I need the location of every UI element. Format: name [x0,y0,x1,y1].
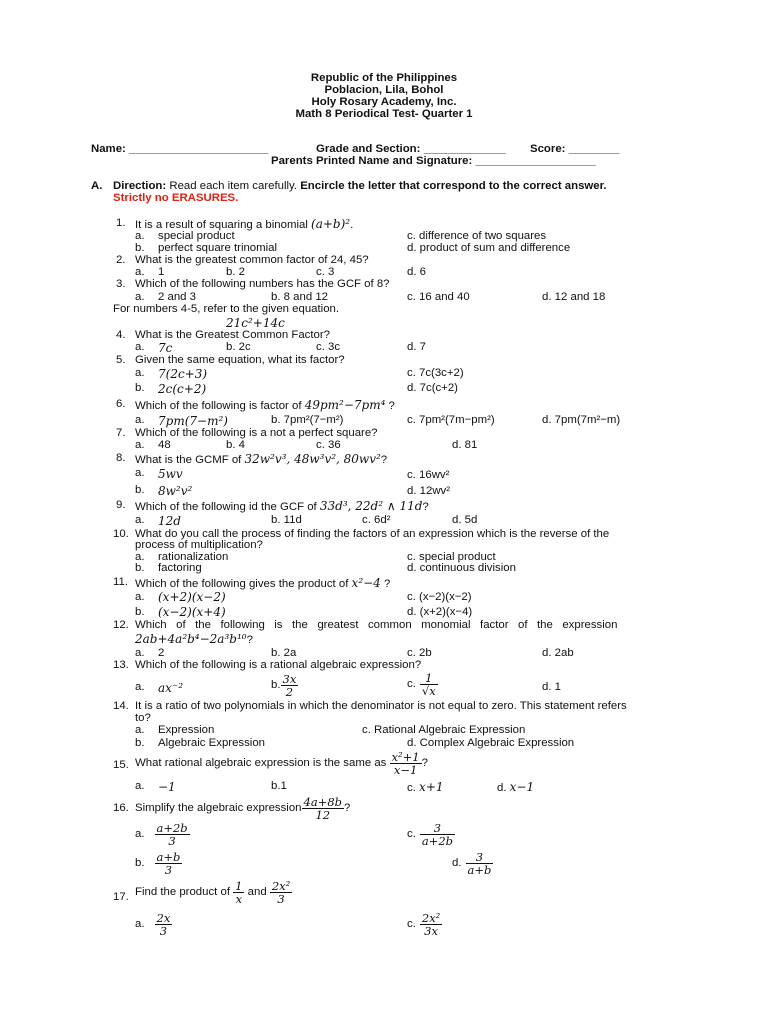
exam-title: Math 8 Periodical Test- Quarter 1 [295,108,473,120]
choice[interactable]: d. 5d [452,514,478,526]
question-17: Find the product of $\frac{1}{x}$ and $\frac{\text{2x²}}{3}$ [135,879,291,907]
instruction: For numbers 4-5, refer to the given equation. [113,303,340,315]
question-number: 2. [116,254,126,266]
section-letter: A. [91,180,103,192]
school-location: Poblacion, Lila, Bohol [324,84,444,96]
choice[interactable]: c. 2b [407,647,432,659]
question-10-cont: process of multiplication? [135,539,263,551]
question-number: 16. [113,802,129,814]
question-13: Which of the following is a rational algebraic expression? [135,659,422,671]
choice[interactable]: d. $\frac{3}{a+b}$ [452,850,492,878]
choice-text: 2 [158,647,165,659]
choice[interactable]: b. [135,606,145,618]
choice[interactable]: a. [135,266,145,278]
choice[interactable]: c. 3c [316,341,341,353]
choice[interactable]: b. $\frac{a+b}{3}$ [135,850,181,878]
school-country: Republic of the Philippines [310,72,458,84]
choice[interactable]: a. [135,467,145,479]
question-number: 3. [116,278,126,290]
choice[interactable]: d. 7pm(7m²−m) [542,414,621,426]
choice[interactable]: a. [135,780,145,792]
choice-text: 7c [158,341,173,355]
score-field[interactable]: Score: ________ [530,143,620,155]
choice[interactable]: d. continuous division [407,562,516,574]
choice[interactable]: d. 2ab [542,647,574,659]
choice-text: 7pm(7−m²) [158,414,228,428]
choice[interactable]: c. 6d² [362,514,391,526]
direction: Direction: Read each item carefully. Encircle the letter that correspond to the correct answer. [113,180,607,192]
question-8: What is the GCMF of 32w²v³, 48w³v², 80wv²? [135,452,388,466]
choice[interactable]: d. 12 and 18 [542,291,606,303]
choice-text: Expression [158,724,215,736]
choice[interactable]: d. 1 [542,681,561,693]
question-number: 10. [113,528,129,540]
choice-text: 48 [158,439,171,451]
question-14: It is a ratio of two polynomials in which the denominator is not equal to zero. This statement refers [135,700,627,712]
choice[interactable]: b. 2 [226,266,245,278]
question-12-expr: 2ab+4a²b⁴−2a³b¹⁰? [135,632,253,646]
grade-section-field[interactable]: Grade and Section: _____________ [316,143,506,155]
choice[interactable]: a. [135,724,145,736]
choice-text: 2c(c+2) [158,382,207,396]
question-number: 14. [113,700,129,712]
choice[interactable]: c. special product [407,551,496,563]
choice[interactable]: b. 2c [226,341,251,353]
choice[interactable]: c. Rational Algebraic Expression [362,724,526,736]
choice[interactable]: a. [135,291,145,303]
question-6: Which of the following is factor of 49pm²−7pm⁴ ? [135,398,395,412]
question-9: Which of the following id the GCF of 33d³, 22d² ∧ 11d? [135,499,429,513]
choice-text: 5wv [158,467,183,481]
question-15: What rational algebraic expression is the same as $\frac{\text{x²+1}}{x-1}$ ? [135,750,428,778]
choice[interactable]: c. 7pm²(7m−pm²) [407,414,495,426]
choice-text: −1 [158,780,176,794]
question-1: It is a result of squaring a binomial (a+b)². [135,217,354,231]
question-number: 11. [113,576,128,588]
parents-signature-field[interactable]: Parents Printed Name and Signature: ___________________ [271,155,596,167]
choice[interactable]: a. [135,230,145,242]
choice[interactable]: c. 16 and 40 [407,291,470,303]
choice[interactable]: c. 3 [316,266,335,278]
choice[interactable]: b. 8 and 12 [271,291,329,303]
choice-text: (x−2)(x+4) [158,605,226,619]
choice[interactable]: b. [135,484,145,496]
question-4: What is the Greatest Common Factor? [135,329,330,341]
choice[interactable]: b. [135,382,145,394]
question-number: 17. [113,891,129,903]
choice[interactable]: a. [135,647,145,659]
choice[interactable]: d. 7c(c+2) [407,382,458,394]
choice-text: 7(2c+3) [158,367,208,381]
choice-text: Algebraic Expression [158,737,265,749]
choice[interactable]: b. [135,737,145,749]
given-equation: 21c²+14c [226,316,285,330]
choice[interactable]: d. x−1 [497,780,535,794]
choice[interactable]: d. Complex Algebraic Expression [407,737,575,749]
question-number: 7. [116,427,126,439]
choice-text: (x+2)(x−2) [158,590,226,604]
choice[interactable]: c. difference of two squares [407,230,547,242]
no-erasures-note: Strictly no ERASURES. [113,192,239,204]
choice-text: ax⁻² [158,681,184,695]
question-14-cont: to? [135,712,151,724]
choice[interactable]: a. [135,414,145,426]
choice[interactable]: d. 7 [407,341,426,353]
choice[interactable]: b. $\frac{3x}{2}$ [271,672,297,700]
choice[interactable]: a. [135,681,145,693]
choice-text: 1 [158,266,165,278]
question-number: 12. [113,619,129,631]
question-2: What is the greatest common factor of 24, 45? [135,254,369,266]
choice[interactable]: d. 6 [407,266,426,278]
choice[interactable]: b. 7pm²(7−m²) [271,414,344,426]
choice[interactable]: a. [135,551,145,563]
question-7: Which of the following is a not a perfect square? [135,427,378,439]
choice[interactable]: d. 12wv² [407,485,451,497]
choice[interactable]: b. 4 [226,439,245,451]
choice[interactable]: b. [135,242,145,254]
choice[interactable]: b.1 [271,780,287,792]
choice[interactable]: c. $\frac{1}{√x}$ [407,671,436,699]
choice[interactable]: a. [135,591,145,603]
question-12: Which of the following is the greatest common monomial factor of the expression [135,619,618,631]
question-number: 8. [116,452,126,464]
choice-text: 2 and 3 [158,291,197,303]
question-number: 9. [116,499,126,511]
question-number: 5. [116,354,126,366]
name-field[interactable]: Name: ______________________ [91,143,269,155]
choice[interactable]: c. 7c(3c+2) [407,367,464,379]
choice[interactable]: a. [135,341,145,353]
choice[interactable]: d. 81 [452,439,478,451]
choice[interactable]: b. 11d [271,514,302,526]
choice[interactable]: d. (x+2)(x−4) [407,606,473,618]
choice[interactable]: c. $\frac{\text{2x²}}{3x}$ [407,911,441,939]
choice-text: 12d [158,514,181,528]
choice-text: rationalization [158,551,229,563]
choice[interactable]: a. [135,367,145,379]
question-5: Given the same equation, what its factor? [135,354,345,366]
choice[interactable]: d. product of sum and difference [407,242,571,254]
choice[interactable]: b. [135,562,145,574]
choice-text: 8w²v² [158,484,193,498]
question-number: 13. [113,659,129,671]
choice[interactable]: a. [135,514,145,526]
question-number: 1. [116,217,126,229]
question-10: What do you call the process of finding the factors of an expression which is the reverse of the [135,528,610,540]
question-16: Simplify the algebraic expression $\frac{4a+8b}{12}$ ? [135,795,351,823]
question-number: 15. [113,759,129,771]
choice-text: special product [158,230,235,242]
choice[interactable]: b. 2a [271,647,297,659]
question-number: 6. [116,398,126,410]
question-number: 4. [116,329,126,341]
choice-text: perfect square trinomial [158,242,278,254]
question-11: Which of the following gives the product of x²−4 ? [135,576,391,590]
choice[interactable]: c. x+1 [407,780,444,794]
choice[interactable]: a. [135,439,145,451]
choice[interactable]: a. $\frac{a+2b}{3}$ [135,821,188,849]
school-name: Holy Rosary Academy, Inc. [311,96,457,108]
choice[interactable]: c. 36 [316,439,341,451]
choice[interactable]: c. $\frac{3}{a+2b}$ [407,821,454,849]
choice[interactable]: c. 16wv² [407,469,450,481]
question-3: Which of the following numbers has the GCF of 8? [135,278,390,290]
choice[interactable]: c. (x−2)(x−2) [407,591,472,603]
choice[interactable]: a. $\frac{2x}{3}$ [135,911,171,939]
choice-text: factoring [158,562,202,574]
